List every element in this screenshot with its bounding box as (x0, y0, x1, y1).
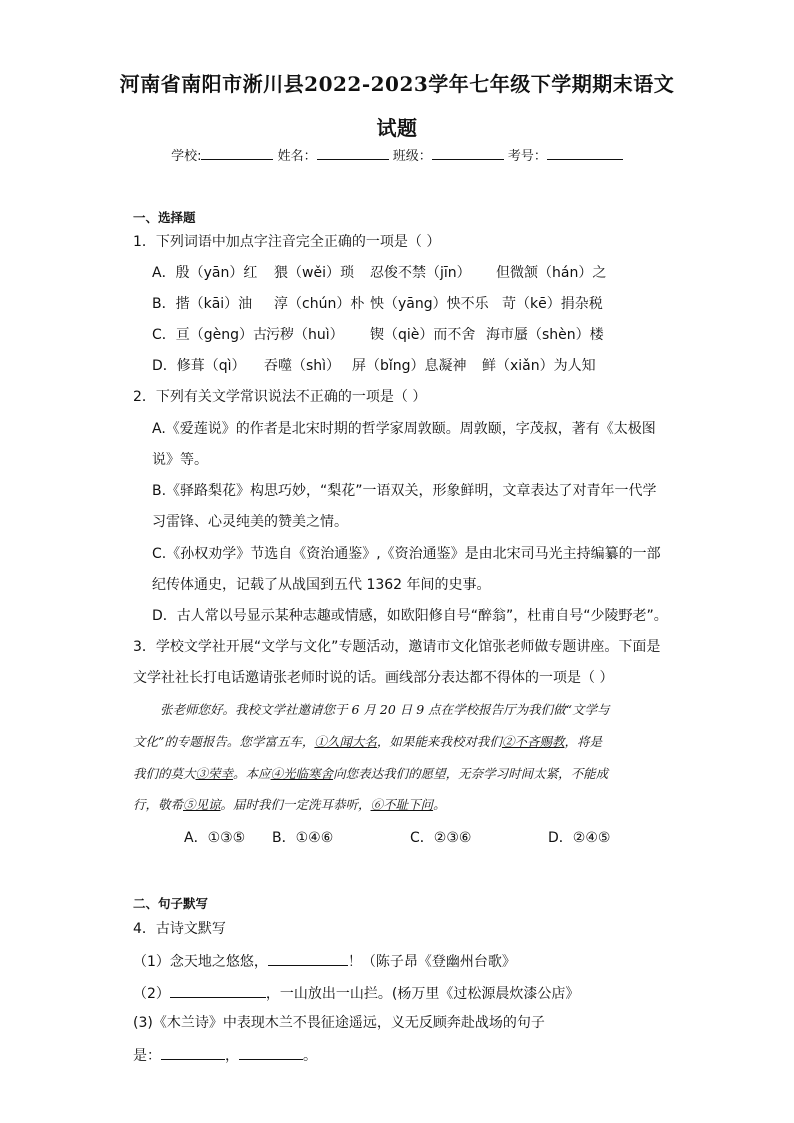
q1-c-item: C．亘（gèng）古 (152, 327, 268, 343)
q4-stem: 4．古诗文默写 (133, 921, 226, 937)
exam-title-line2: 试题 (376, 116, 418, 140)
school-blank[interactable] (201, 145, 273, 160)
answer-blank[interactable] (170, 983, 266, 998)
q1-d-item: 屏（bǐng）息凝神 (352, 358, 467, 374)
q3-passage-line1: 张老师您好。我校文学社邀请您于 6 月 20 日 9 点在学校报告厅为我们做“文学与 (160, 702, 610, 717)
answer-blank[interactable] (268, 951, 348, 966)
name-blank[interactable] (317, 145, 389, 160)
q4-part1-source: ！（陈子昂《登幽州台歌》 (347, 954, 516, 970)
q3-choice-c[interactable]: C．②③⑥ (410, 830, 472, 846)
q2-option-b-line2: 习雷锋、心灵纯美的赞美之情。 (152, 514, 348, 530)
answer-blank[interactable] (239, 1045, 303, 1060)
q1-stem: 1．下列词语中加点字注音完全正确的一项是（ ） (133, 234, 441, 250)
section2-heading: 二、句子默写 (133, 896, 209, 911)
q2-option-a-line2: 说》等。 (152, 452, 208, 468)
q3-stem-line2: 文学社社长打电话邀请张老师时说的话。画线部分表达都不得体的一项是（ ） (133, 670, 614, 686)
q1-b-item: 怏（yāng）怏不乐 (370, 296, 489, 312)
q2-stem: 2．下列有关文学常识说法不正确的一项是（ ） (133, 389, 427, 405)
passage-text: ，将是 (564, 734, 602, 749)
q1-b-item: 淳（chún）朴 (274, 296, 365, 312)
underlined-phrase-4: ④光临寒舍 (270, 766, 334, 781)
passage-text: 我们的莫大 (133, 766, 196, 781)
q1-c-item: 锲（qiè）而不舍 (370, 327, 476, 343)
q1-d-item: 吞噬（shì） (264, 358, 341, 374)
number-label: 考号： (507, 149, 547, 164)
q2-option-c-line2: 纪传体通史，记载了从战国到五代 1362 年间的史事。 (152, 577, 491, 593)
section1-heading: 一、选择题 (133, 210, 196, 225)
class-label: 班级： (392, 149, 432, 164)
q4-part1-text: （1）念天地之悠悠， (133, 954, 268, 970)
q1-c-item: 海市蜃（shèn）楼 (486, 327, 604, 343)
q2-option-c-line1: C.《孙权劝学》节选自《资治通鉴》,《资治通鉴》是由北宋司马光主持编纂的一部 (152, 546, 661, 562)
school-label: 学校: (171, 149, 202, 164)
name-label: 姓名： (277, 149, 317, 164)
student-info-row (0, 145, 794, 164)
q1-b-item: B．揩（kāi）油 (152, 296, 253, 312)
underlined-phrase-2: ②不吝赐教 (501, 734, 565, 749)
underlined-phrase-3: ③荣幸 (195, 766, 234, 781)
exam-title-line1: 河南省南阳市淅川县2022-2023学年七年级下学期期末语文 (119, 72, 675, 96)
passage-text: ，如果能来我校对我们 (376, 734, 502, 749)
passage-text: 行，敬希 (133, 797, 184, 812)
class-blank[interactable] (432, 145, 504, 160)
q3-choice-d[interactable]: D．②④⑤ (548, 830, 611, 846)
q2-option-a-line1: A.《爱莲说》的作者是北宋时期的哲学家周敦颐。周敦颐，字茂叔，著有《太极图 (152, 421, 656, 437)
q1-d-item: 鲜（xiǎn）为人知 (482, 358, 596, 374)
q4-part3: (3)《木兰诗》中表现木兰不畏征途遥远，义无反顾奔赴战场的句子 (133, 1015, 545, 1031)
answer-prefix: 是： (133, 1048, 161, 1064)
q3-passage-line3 (133, 765, 608, 783)
q4-part2-label: （2） (133, 986, 170, 1002)
underlined-phrase-6: ⑥不耻下问 (370, 797, 434, 812)
period: 。 (303, 1048, 317, 1064)
passage-text: 。 (433, 797, 446, 812)
number-blank[interactable] (547, 145, 623, 160)
underlined-phrase-5: ⑤见谅 (183, 797, 221, 812)
q2-option-d: D．古人常以号显示某种志趣或情感，如欧阳修自号“醉翁”，杜甫自号“少陵野老”。 (152, 608, 668, 624)
q4-part3-answer (133, 1045, 317, 1065)
passage-text: 。届时我们一定洗耳恭听， (220, 797, 371, 812)
q3-passage-line2 (133, 733, 602, 751)
answer-blank[interactable] (161, 1045, 225, 1060)
underlined-phrase-1: ①久闻大名 (314, 734, 377, 749)
q1-a-item: 猥（wěi）琐 (274, 265, 354, 281)
q3-passage-line4 (133, 796, 446, 814)
q1-a-item: A．殷（yān）红 (152, 265, 258, 281)
q4-part2-text: ，一山放出一山拦。(杨万里《过松源晨炊漆公店》 (265, 986, 580, 1002)
passage-text: 向您表达我们的愿望，无奈学习时间太紧，不能成 (333, 766, 609, 781)
q4-part1 (133, 951, 516, 971)
q3-stem-line1: 3．学校文学社开展“文学与文化”专题活动，邀请市文化馆张老师做专题讲座。下面是 (133, 639, 661, 655)
q3-choice-b[interactable]: B．①④⑥ (272, 830, 334, 846)
q1-a-item: 但微颔（hán）之 (496, 265, 607, 281)
passage-text: 文化”的专题报告。您学富五车， (133, 734, 315, 749)
passage-text: 。本应 (233, 766, 271, 781)
q2-option-b-line1: B.《驿路梨花》构思巧妙，“梨花”一语双关，形象鲜明，文章表达了对青年一代学 (152, 483, 657, 499)
q1-c-item: 污秽（huì） (266, 327, 344, 343)
q3-choice-a[interactable]: A．①③⑤ (184, 830, 246, 846)
q1-b-item: 苛（kē）捐杂税 (502, 296, 603, 312)
q1-d-item: D．修葺（qì） (152, 358, 246, 374)
q1-a-item: 忍俊不禁（jīn） (370, 265, 471, 281)
q4-part2 (133, 983, 579, 1003)
comma: ， (225, 1048, 239, 1064)
